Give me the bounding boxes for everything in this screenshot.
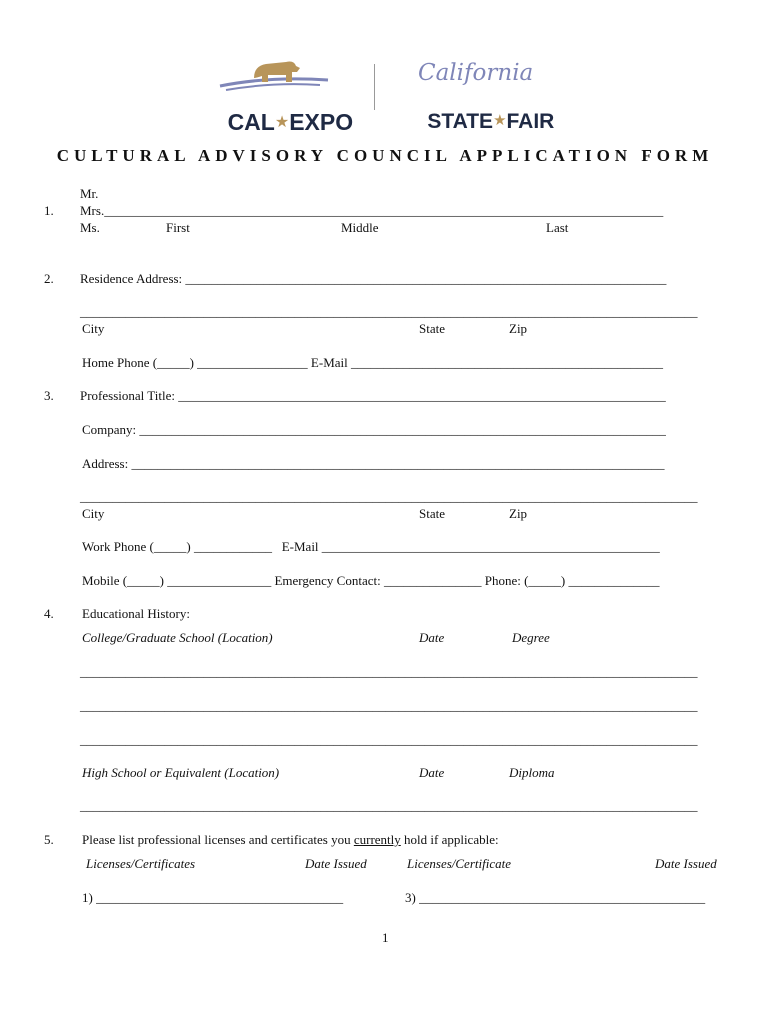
licenses-text-a: Please list professional licenses and certificates you (82, 832, 354, 847)
licenses-instructions (82, 833, 499, 846)
state-fair-logo (404, 60, 574, 133)
label-zip: Zip (509, 506, 528, 521)
form-title: CULTURAL ADVISORY COUNCIL APPLICATION FORM (56, 146, 714, 165)
home-phone-email-field[interactable]: Home Phone (_____) _________________ E-Mail ________________________________________________ (82, 355, 664, 370)
calexpo-logo (200, 56, 354, 135)
california-script: California (418, 60, 534, 86)
label-degree: Degree (512, 630, 550, 645)
section-3-number: 3. (44, 388, 54, 403)
section-1-number: 1. (44, 203, 54, 218)
residence-address-field[interactable]: Residence Address: __________________________________________________________________________ (80, 271, 667, 286)
licenses-text-b: hold if applicable: (400, 832, 499, 847)
college-line-3[interactable]: _______________________________________________________________________________________________ (80, 732, 698, 747)
company-field[interactable]: Company: _________________________________________________________________________________ (82, 422, 666, 437)
calexpo-star-icon: ★ (274, 114, 290, 131)
label-high-school: High School or Equivalent (Location) (82, 765, 280, 780)
section-4-number: 4. (44, 606, 54, 621)
label-college: College/Graduate School (Location) (82, 630, 273, 645)
work-address-field[interactable]: Address: __________________________________________________________________________________ (82, 456, 665, 471)
calexpo-word-left: CAL (227, 109, 275, 135)
label-date: Date (419, 630, 445, 645)
work-phone-email-field[interactable]: Work Phone (_____) ____________ E-Mail ____________________________________________________ (82, 539, 660, 554)
professional-title-field[interactable]: Professional Title: ___________________________________________________________________________ (80, 388, 666, 403)
name-line[interactable]: Mrs.______________________________________________________________________________________ (80, 203, 664, 218)
page-number: 1 (382, 930, 389, 945)
fair-star-icon: ★ (493, 112, 507, 129)
label-city: City (82, 321, 105, 336)
calexpo-word-right: EXPO (289, 109, 354, 135)
licenses-text-underlined: currently (353, 832, 401, 847)
logo-divider (374, 64, 375, 110)
license-entry-1[interactable]: 1) ______________________________________ (82, 890, 344, 905)
section-5-number: 5. (44, 832, 54, 847)
label-middle: Middle (341, 220, 379, 235)
college-line-2[interactable]: _______________________________________________________________________________________________ (80, 698, 698, 713)
label-state: State (419, 506, 445, 521)
residence-line-2[interactable]: _______________________________________________________________________________________________ (80, 304, 698, 319)
salutation-ms: Ms. (80, 220, 100, 235)
salutation-mr: Mr. (80, 186, 99, 201)
label-licenses-col-3: Licenses/Certificate (407, 856, 511, 871)
label-date-issued-col-4: Date Issued (655, 856, 717, 871)
label-date: Date (419, 765, 445, 780)
educational-history-heading: Educational History: (82, 606, 190, 621)
label-city: City (82, 506, 105, 521)
mobile-emergency-field[interactable]: Mobile (_____) ________________ Emergency Contact: _______________ Phone: (_____) ______________ (82, 573, 660, 588)
label-zip: Zip (509, 321, 528, 336)
label-state: State (419, 321, 445, 336)
fair-word-left: STATE (427, 110, 494, 133)
license-entry-3[interactable]: 3) ____________________________________________ (405, 890, 706, 905)
label-last: Last (546, 220, 569, 235)
college-line-1[interactable]: _______________________________________________________________________________________________ (80, 664, 698, 679)
label-first: First (166, 220, 190, 235)
label-licenses-col-1: Licenses/Certificates (86, 856, 196, 871)
label-diploma: Diploma (509, 765, 555, 780)
high-school-line[interactable]: _______________________________________________________________________________________________ (80, 798, 698, 813)
section-2-number: 2. (44, 271, 54, 286)
fair-word-right: FAIR (506, 110, 555, 133)
label-date-issued-col-2: Date Issued (305, 856, 367, 871)
work-address-line-2[interactable]: _______________________________________________________________________________________________ (80, 489, 698, 504)
